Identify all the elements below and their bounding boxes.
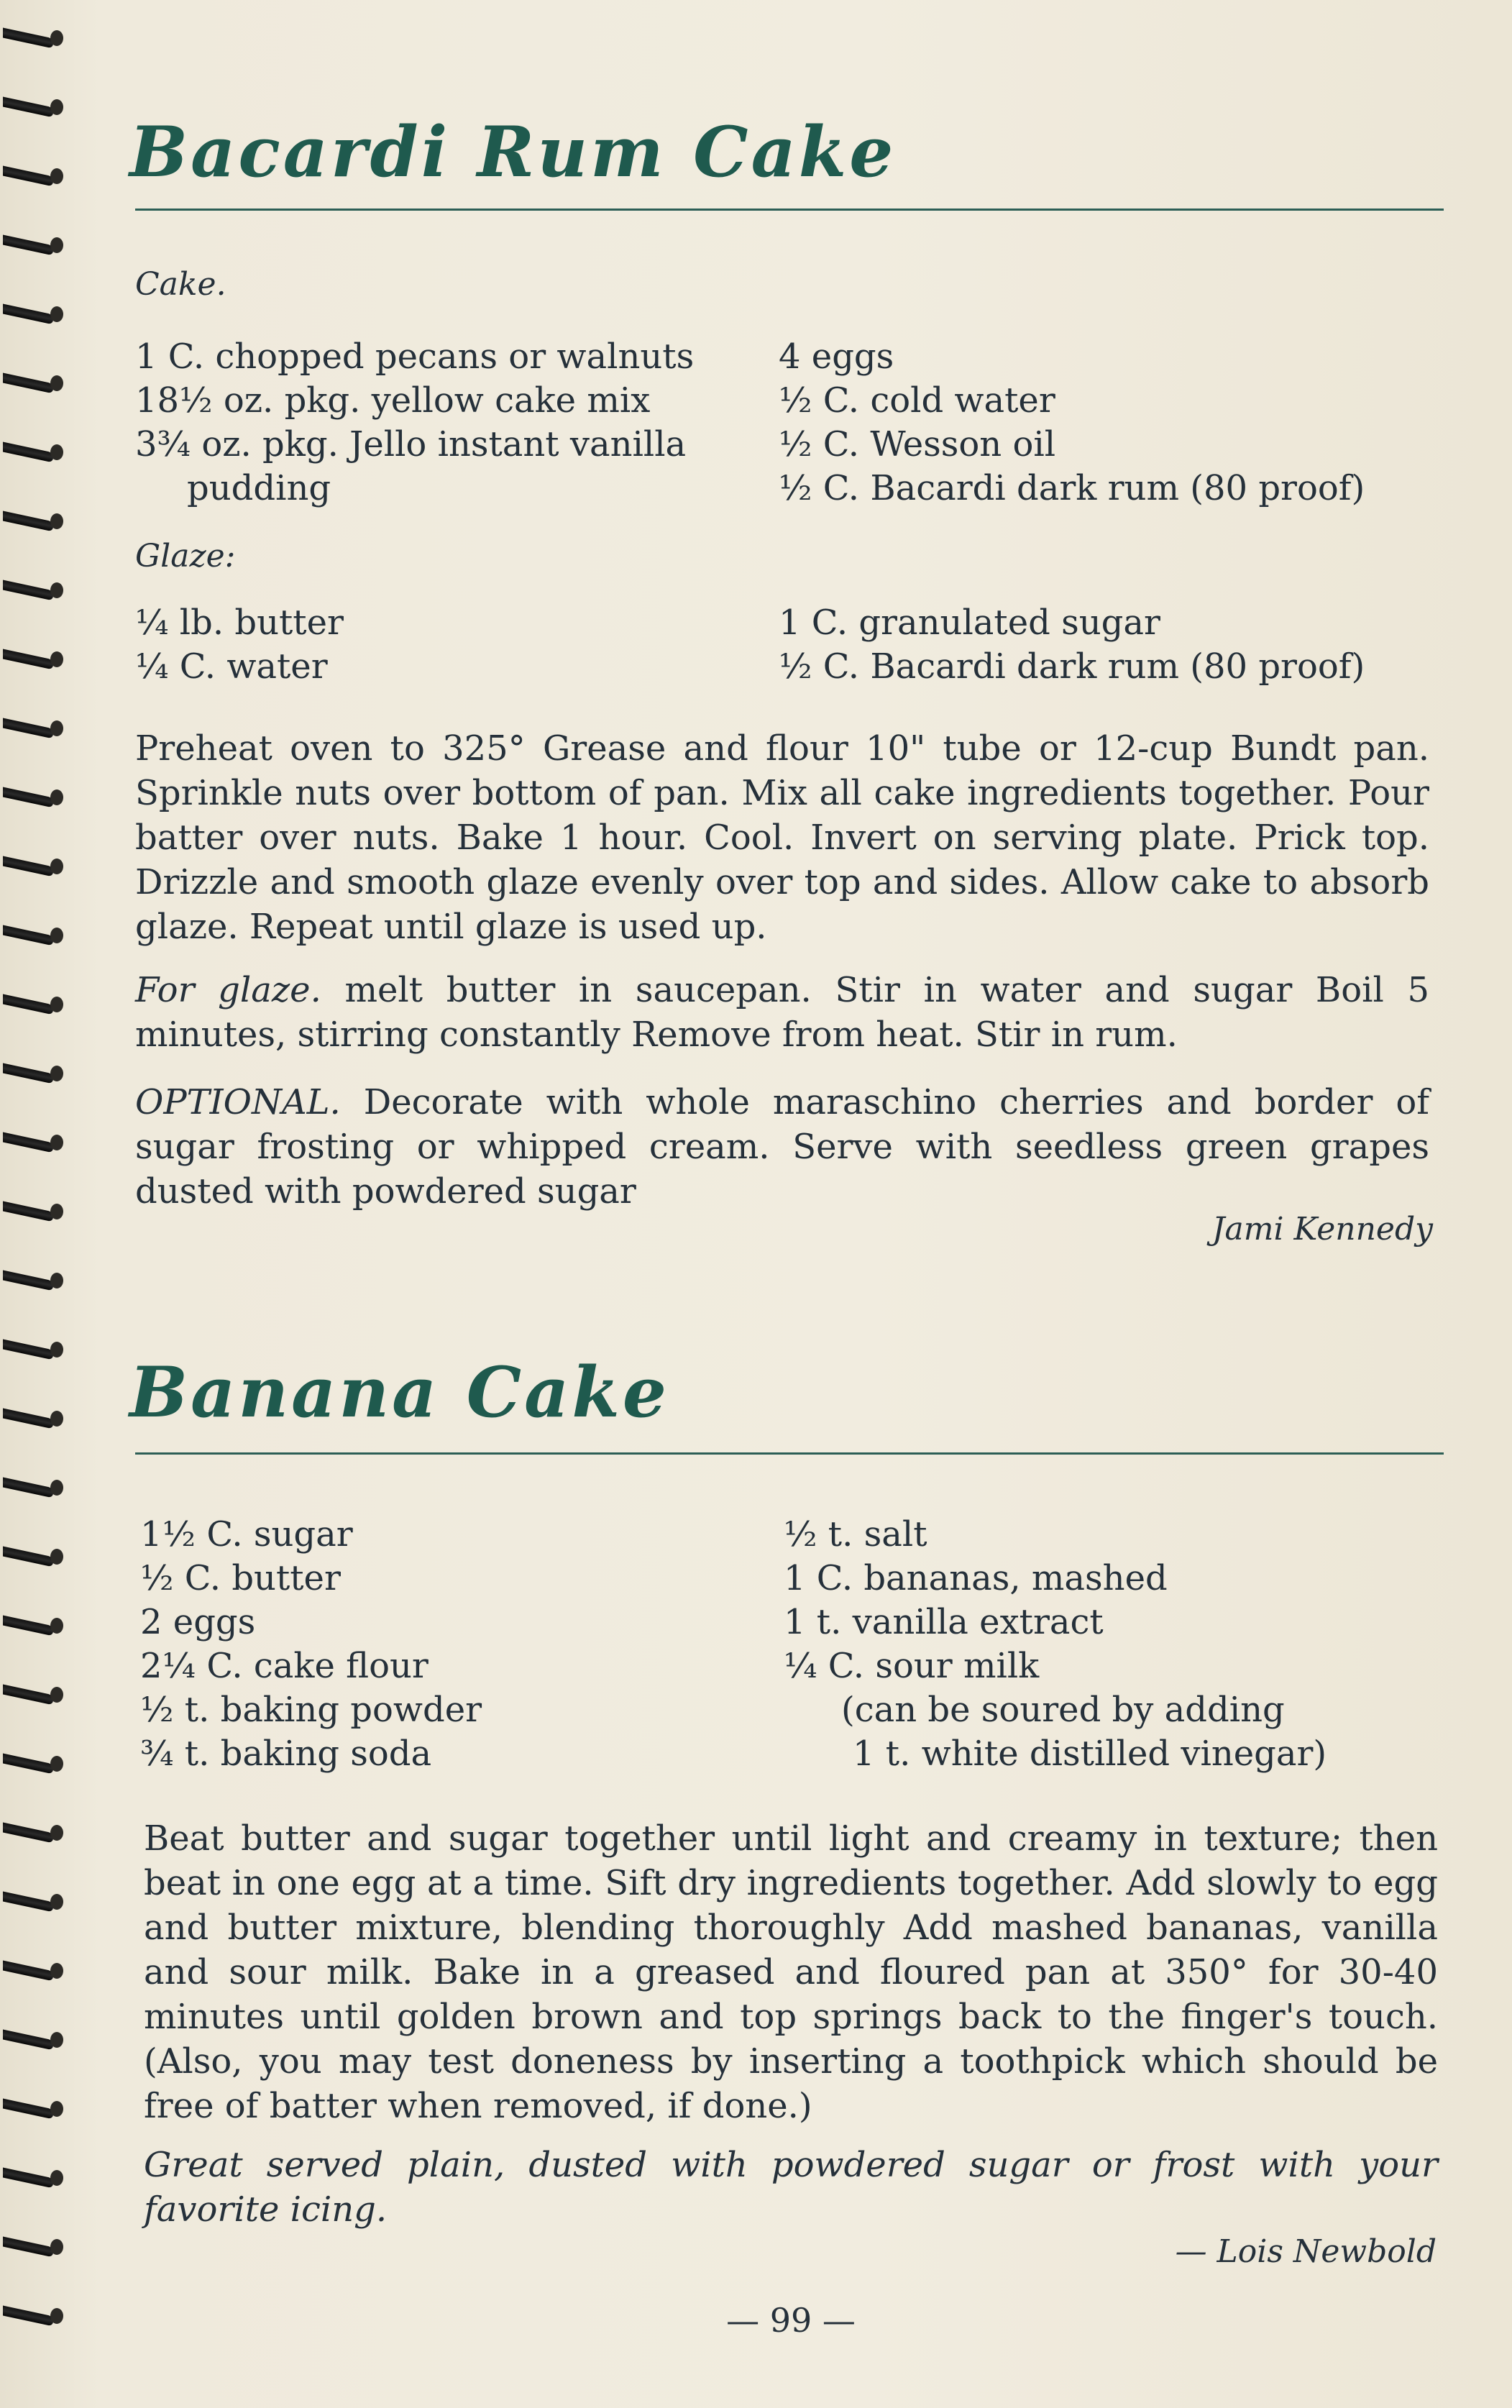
spiral-coil xyxy=(3,581,59,600)
ingredient-line: 3¾ oz. pkg. Jello instant vanilla xyxy=(135,424,687,464)
directions-paragraph: Beat butter and sugar together until light and creamy in texture; then beat in one egg at a time. Sift dry ingredients together. Add slowly to egg and butter mixture, blending thoroughly Add mashed bananas, vanilla and sour milk. Bake in a greased and floured pan at 350° for 30-40 minutes until golden brown and top springs back to the finger's touch. (Also, you may test doneness by inserting a toothpick which should be free of batter when removed, if done.) xyxy=(144,1818,1438,2126)
optional-paragraph xyxy=(135,1080,1429,1214)
spiral-coil xyxy=(3,374,59,393)
punch-hole xyxy=(50,651,63,667)
spiral-coil xyxy=(3,1271,59,1290)
ingredient-line: 1 t. white distilled vinegar) xyxy=(853,1734,1327,1774)
coil-wire xyxy=(3,2237,53,2258)
spiral-coil xyxy=(3,2238,59,2256)
coil-wire xyxy=(3,1201,53,1222)
punch-hole xyxy=(50,513,63,529)
punch-hole xyxy=(50,1963,63,1979)
spiral-coil xyxy=(3,719,59,738)
ingredient-line: 18½ oz. pkg. yellow cake mix xyxy=(135,380,651,421)
ingredient-line: 1½ C. sugar xyxy=(140,1514,353,1555)
spiral-coil xyxy=(3,1064,59,1083)
ingredient-line: 4 eggs xyxy=(779,337,894,377)
punch-hole xyxy=(50,1756,63,1772)
ingredient-line: 1 C. bananas, mashed xyxy=(784,1558,1168,1598)
cake-section-label: Cake. xyxy=(135,266,226,303)
coil-wire xyxy=(3,787,53,808)
optional-text: Decorate with whole maraschino cherries and border of sugar frosting or whipped cream. Serve with seedless green grapes dusted with powdered sugar xyxy=(135,1082,1430,1212)
coil-wire xyxy=(3,2099,53,2120)
banana-ingredients-left xyxy=(140,1513,482,1776)
spiral-coil xyxy=(3,857,59,876)
spiral-coil xyxy=(3,1961,59,1980)
punch-hole xyxy=(50,99,63,115)
punch-hole xyxy=(50,2170,63,2186)
coil-wire xyxy=(3,1616,53,1636)
coil-wire xyxy=(3,373,53,394)
recipe-credit: — Lois Newbold xyxy=(1175,2233,1437,2270)
spiral-coil xyxy=(3,2031,59,2049)
coil-wire xyxy=(3,718,53,739)
punch-hole xyxy=(50,30,63,46)
spiral-coil xyxy=(3,1892,59,1911)
coil-wire xyxy=(3,1961,53,1982)
ingredient-line: ½ C. cold water xyxy=(779,380,1055,421)
punch-hole xyxy=(50,1687,63,1703)
punch-hole xyxy=(50,1342,63,1358)
spiral-binding xyxy=(0,29,79,2402)
spiral-coil xyxy=(3,305,59,324)
punch-hole xyxy=(50,2239,63,2255)
coil-wire xyxy=(3,856,53,877)
spiral-coil xyxy=(3,236,59,255)
punch-hole xyxy=(50,789,63,805)
ingredient-line: ½ t. salt xyxy=(784,1514,927,1555)
spiral-coil xyxy=(3,1616,59,1635)
page-number: — 99 — xyxy=(726,2301,856,2340)
coil-wire xyxy=(3,1063,53,1084)
spiral-coil xyxy=(3,1478,59,1497)
spiral-coil xyxy=(3,1340,59,1359)
punch-hole xyxy=(50,375,63,391)
glaze-note-label: For glaze. xyxy=(135,970,321,1010)
ingredient-line: ½ t. baking powder xyxy=(140,1690,482,1730)
coil-wire xyxy=(3,2030,53,2051)
coil-wire xyxy=(3,580,53,601)
optional-label: OPTIONAL. xyxy=(135,1082,341,1122)
coil-wire xyxy=(3,649,53,670)
coil-wire xyxy=(3,1409,53,1429)
coil-wire xyxy=(3,235,53,256)
coil-wire xyxy=(3,97,53,118)
punch-hole xyxy=(50,859,63,874)
glaze-instructions xyxy=(135,968,1429,1057)
coil-wire xyxy=(3,1685,53,1706)
spiral-coil xyxy=(3,788,59,807)
spiral-coil xyxy=(3,29,59,47)
coil-wire xyxy=(3,1340,53,1360)
spiral-coil xyxy=(3,1202,59,1221)
coil-wire xyxy=(3,1271,53,1291)
spiral-coil xyxy=(3,443,59,462)
serving-note: Great served plain, dusted with powdered sugar or frost with your favorite icing. xyxy=(144,2145,1438,2230)
ingredient-line: ½ C. Wesson oil xyxy=(779,424,1056,464)
coil-wire xyxy=(3,1547,53,1567)
punch-hole xyxy=(50,582,63,598)
banana-ingredients-right xyxy=(784,1513,1327,1776)
ingredient-line: ¼ C. water xyxy=(135,646,328,687)
cake-ingredients-left xyxy=(135,335,694,511)
punch-hole xyxy=(50,444,63,460)
cake-ingredients-right xyxy=(779,335,1365,511)
punch-hole xyxy=(50,928,63,943)
ingredient-line: 1 t. vanilla extract xyxy=(784,1602,1104,1642)
spiral-coil xyxy=(3,2169,59,2187)
spiral-coil xyxy=(3,995,59,1014)
punch-hole xyxy=(50,2032,63,2048)
coil-wire xyxy=(3,166,53,187)
coil-wire xyxy=(3,1892,53,1913)
ingredient-line: (can be soured by adding xyxy=(841,1690,1285,1730)
spiral-coil xyxy=(3,926,59,945)
glaze-ingredients-right xyxy=(779,601,1365,689)
ingredient-line: ½ C. Bacardi dark rum (80 proof) xyxy=(779,646,1365,687)
punch-hole xyxy=(50,1825,63,1841)
coil-wire xyxy=(3,925,53,946)
ingredient-line: ¼ lb. butter xyxy=(135,603,344,643)
ingredient-line: ½ C. Bacardi dark rum (80 proof) xyxy=(779,468,1365,508)
ingredient-line: 1 C. chopped pecans or walnuts xyxy=(135,337,695,377)
ingredient-line: 2¼ C. cake flour xyxy=(140,1646,429,1686)
punch-hole xyxy=(50,1066,63,1081)
recipe-title: Banana Cake xyxy=(129,1352,669,1433)
punch-hole xyxy=(50,1549,63,1565)
coil-wire xyxy=(3,28,53,49)
punch-hole xyxy=(50,1618,63,1634)
punch-hole xyxy=(50,2101,63,2117)
punch-hole xyxy=(50,1894,63,1910)
punch-hole xyxy=(50,237,63,253)
coil-wire xyxy=(3,1754,53,1775)
spiral-coil xyxy=(3,1547,59,1566)
spiral-coil xyxy=(3,167,59,186)
punch-hole xyxy=(50,1480,63,1496)
ingredient-line: ¾ t. baking soda xyxy=(140,1734,432,1774)
spiral-coil xyxy=(3,512,59,531)
ingredient-line: ½ C. butter xyxy=(140,1558,341,1598)
coil-wire xyxy=(3,2168,53,2189)
coil-wire xyxy=(3,1823,53,1844)
ingredient-line: 1 C. granulated sugar xyxy=(779,603,1160,643)
punch-hole xyxy=(50,306,63,322)
spiral-coil xyxy=(3,650,59,669)
spiral-coil xyxy=(3,1685,59,1704)
ingredient-line: pudding xyxy=(187,468,331,508)
spiral-coil xyxy=(3,1754,59,1773)
glaze-section-label: Glaze: xyxy=(135,538,236,574)
spiral-coil xyxy=(3,98,59,116)
recipe-title: Bacardi Rum Cake xyxy=(129,111,897,193)
coil-wire xyxy=(3,511,53,532)
punch-hole xyxy=(50,1204,63,1219)
punch-hole xyxy=(50,997,63,1012)
coil-wire xyxy=(3,1478,53,1498)
title-divider xyxy=(135,1452,1444,1455)
recipe-credit: Jami Kennedy xyxy=(1211,1211,1433,1248)
coil-wire xyxy=(3,1132,53,1153)
glaze-note-text: melt butter in saucepan. Stir in water and sugar Boil 5 minutes, stirring constantly Remove from heat. Stir in rum. xyxy=(135,970,1429,1055)
punch-hole xyxy=(50,168,63,184)
punch-hole xyxy=(50,1411,63,1427)
glaze-ingredients-left xyxy=(135,601,344,689)
spiral-coil xyxy=(3,2100,59,2118)
punch-hole xyxy=(50,1273,63,1288)
coil-wire xyxy=(3,304,53,325)
spiral-coil xyxy=(3,1133,59,1152)
ingredient-line: 2 eggs xyxy=(140,1602,256,1642)
ingredient-line: ¼ C. sour milk xyxy=(784,1646,1040,1686)
title-divider xyxy=(135,209,1444,211)
spiral-coil xyxy=(3,1823,59,1842)
directions-paragraph: Preheat oven to 325° Grease and flour 10" tube or 12-cup Bundt pan. Sprinkle nuts over bottom of pan. Mix all cake ingredients together. Pour batter over nuts. Bake 1 hour. Cool. Invert on serving plate. Prick top. Drizzle and smooth glaze evenly over top and sides. Allow cake to absorb glaze. Repeat until glaze is used up. xyxy=(135,728,1429,947)
coil-wire xyxy=(3,994,53,1015)
punch-hole xyxy=(50,720,63,736)
spiral-coil xyxy=(3,1409,59,1428)
punch-hole xyxy=(50,1135,63,1150)
coil-wire xyxy=(3,442,53,463)
